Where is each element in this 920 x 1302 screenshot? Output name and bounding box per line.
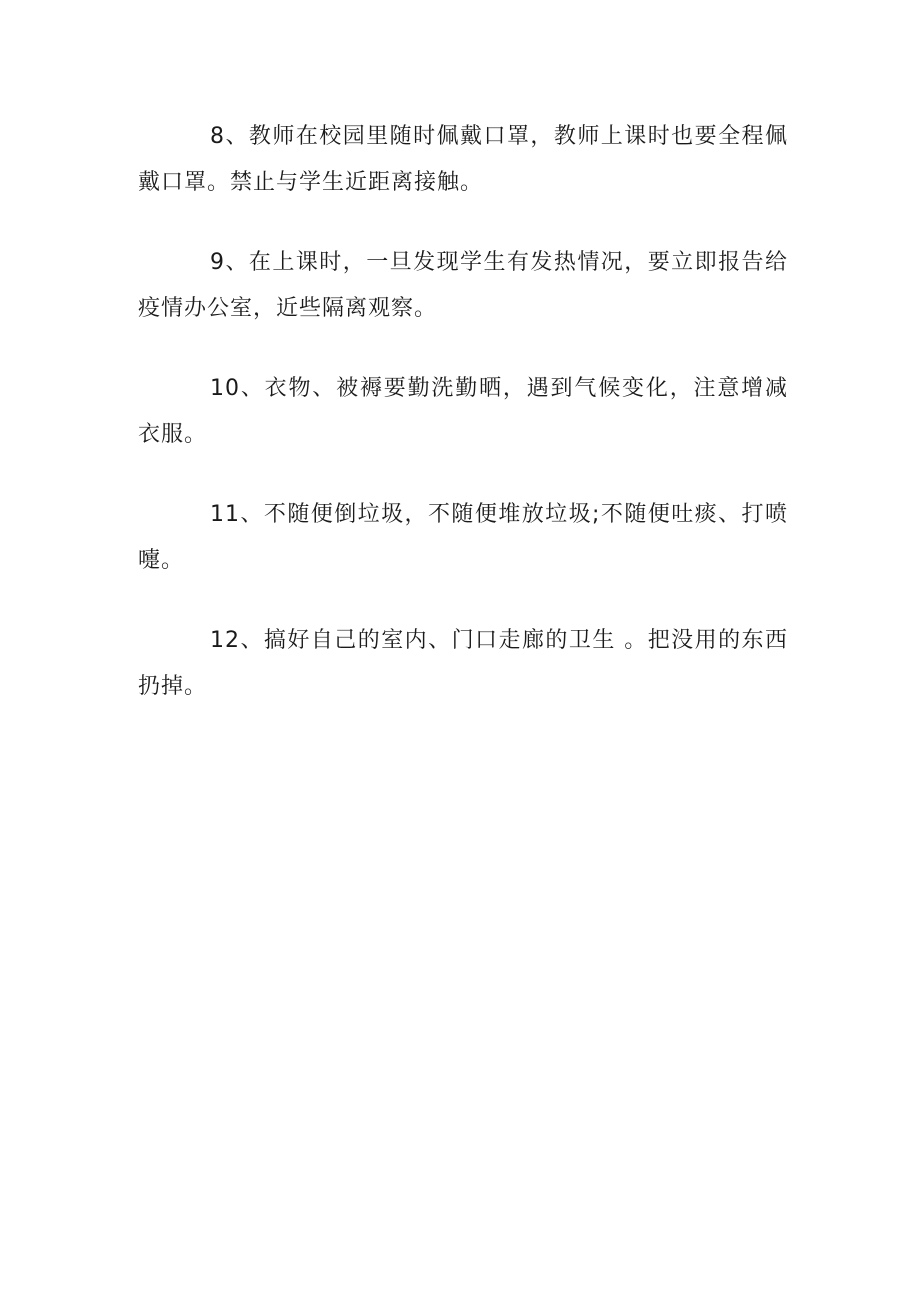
paragraph-item-9: 9、在上课时，一旦发现学生有发热情况，要立即报告给疫情办公室，近些隔离观察。 <box>138 250 788 321</box>
paragraph-item-12: 12、搞好自己的室内、门口走廊的卫生 。把没用的东西扔掉。 <box>138 628 788 699</box>
paragraph-item-8: 8、教师在校园里随时佩戴口罩，教师上课时也要全程佩戴口罩。禁止与学生近距离接触。 <box>138 124 788 195</box>
paragraph-item-11: 11、不随便倒垃圾，不随便堆放垃圾;不随便吐痰、打喷嚏。 <box>138 502 788 573</box>
paragraph-item-10: 10、衣物、被褥要勤洗勤晒，遇到气候变化，注意增减衣服。 <box>138 376 788 447</box>
document-body <box>138 114 788 744</box>
